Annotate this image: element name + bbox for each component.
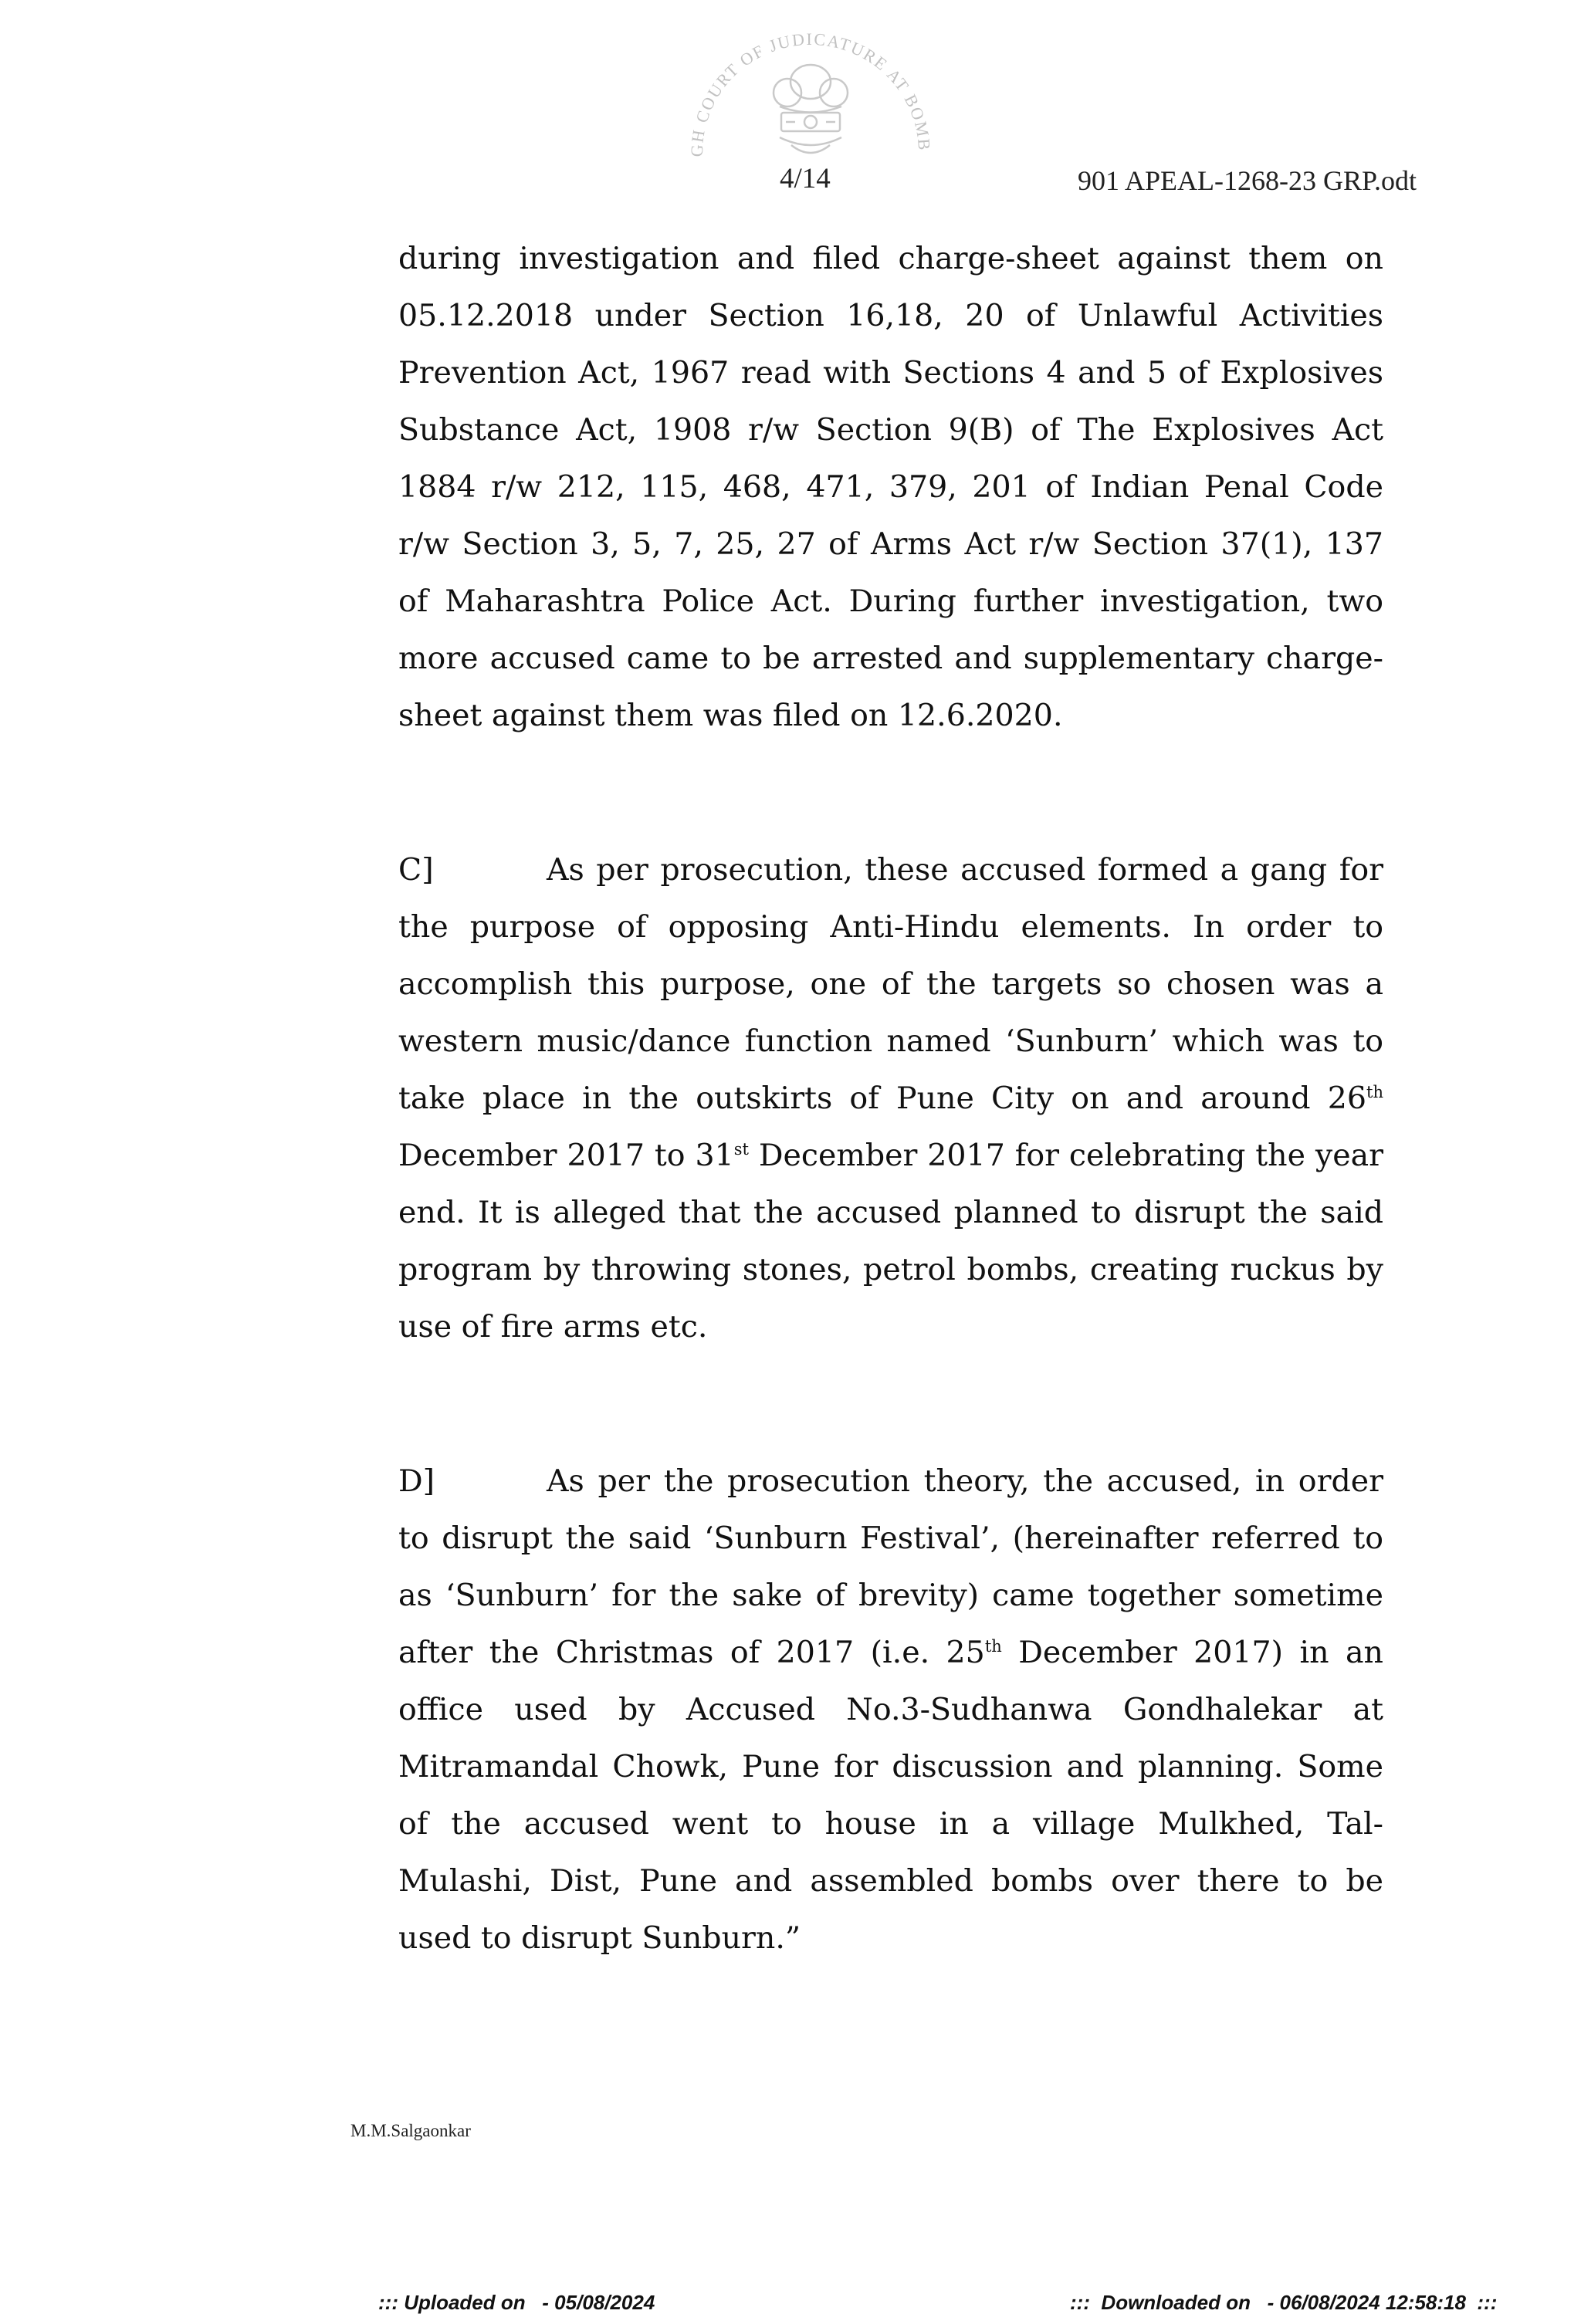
paragraph-c (398, 841, 1383, 1355)
document-body (398, 230, 1383, 1967)
uploaded-stamp: ::: Uploaded on - 05/08/2024 (378, 2291, 655, 2314)
superscript-th: th (984, 1636, 1002, 1656)
seal-inscription: GH COURT OF JUDICATURE AT BOMB (686, 29, 935, 157)
paragraph-continued: during investigation and filed charge-sheet against them on 05.12.2018 under Section 16,18, 20 of Unlawful Activities Prevention Act, 1967 read with Sections 4 and 5 of Explosives Substance Act, 1908 r/w Section 9(B) of The Explosives Act 1884 r/w 212, 115, 468, 471, 379, 201 of Indian Penal Code r/w Section 3, 5, 7, 25, 27 of Arms Act r/w Section 37(1), 137 of Maharashtra Police Act. During further investigation, two more accused came to be arrested and supplementary charge-sheet against them was filed on 12.6.2020. (398, 241, 1383, 733)
file-reference: 901 APEAL-1268-23 GRP.odt (1078, 165, 1417, 196)
downloaded-stamp: ::: Downloaded on - 06/08/2024 12:58:18 ::: (1070, 2291, 1498, 2314)
emblem-seal-icon (664, 22, 957, 176)
paragraph-c-text-1: As per prosecution, these accused formed a gang for the purpose of opposing Anti-Hindu elements. In order to accomplish this purpose, one of the targets so chosen was a western music/dance function named ‘Sunburn’ which was to take place in the outskirts of Pune City on and around 26 (398, 852, 1383, 1116)
paragraph-label-d: D] (398, 1463, 435, 1499)
paragraph-label-c: C] (398, 852, 434, 888)
svg-text:HIGH COURT OF JUDICATURE AT BO (664, 22, 934, 157)
paragraph-d-text-1: As per the prosecution theory, the accused, in order to disrupt the said ‘Sunburn Festival’, (hereinafter referred to as ‘Sunburn’ for the sake of brevity) came together sometime after the Christmas of 2017 (i.e. 25 (398, 1463, 1383, 1670)
paragraph-d-text-2: December 2017) in an office used by Accused No.3-Sudhanwa Gondhalekar at Mitramandal Chowk, Pune for discussion and planning. Some of the accused went to house in a village Mulkhed, Tal-Mulashi, Dist, Pune and assembled bombs over there to be used to disrupt Sunburn.” (398, 1635, 1383, 1956)
paragraph-d (398, 1453, 1383, 1967)
paragraph-c-text-2: December 2017 to 31 (398, 1138, 734, 1173)
court-seal-watermark (664, 22, 957, 176)
paragraph-c-text-3: December 2017 for celebrating the year end. It is alleged that the accused planned to disrupt the said program by throwing stones, petrol bombs, creating ruckus by use of fire arms etc. (398, 1138, 1384, 1345)
superscript-th: th (1366, 1082, 1383, 1101)
stenographer-name: M.M.Salgaonkar (350, 2121, 471, 2140)
superscript-st: st (733, 1139, 749, 1159)
page-number: 4/14 (780, 163, 831, 195)
